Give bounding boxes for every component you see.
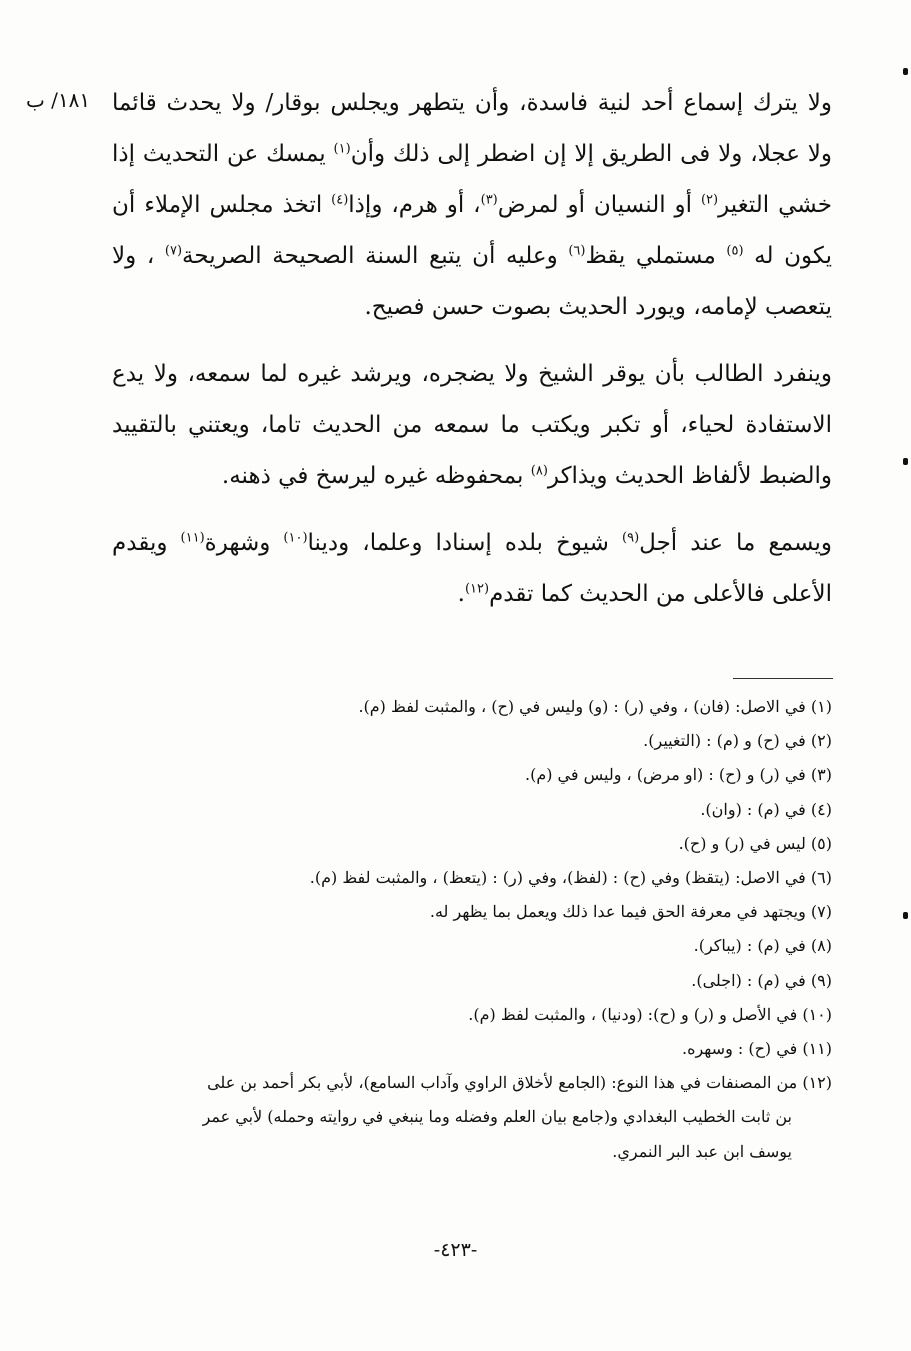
footnote-reference: (١١) [180,530,205,546]
text-run: ، ولا يتعصب لإمامه، ويورد الحديث بصوت حسن فصيح. [112,243,832,320]
footnote-reference: (٩) [622,530,640,546]
text-run: مستملي يقظ [585,243,727,269]
text-run: . [457,581,465,607]
footnote: (١٠) في الأصل و (ر) و (ح): (ودنيا) ، والمثبت لفظ (م). [468,1004,832,1024]
footnote: (٤) في (م) : (وان). [700,799,832,819]
footnote-reference: (٦) [568,243,586,259]
text-run: اتخذ مجلس الإملاء أن يكون له [112,192,832,269]
footnote: (٨) في (م) : (يباكر). [693,936,832,956]
footnote-reference: (٥) [726,243,744,259]
text-run: ويقدم الأعلى فالأعلى من الحديث كما تقدم [112,530,832,607]
footnote-reference: (١) [333,141,351,157]
page-number: -٤٢٣- [433,1239,478,1261]
footnote: يوسف ابن عبد البر النمري. [612,1141,792,1161]
manuscript-folio-marker: ١٨١/ ب [26,88,91,112]
footnote: (٦) في الاصل: (يتقظ) وفي (ح) : (لفظ)، وفي (ر) : (يتعظ) ، والمثبت لفظ (م). [309,868,832,888]
footnote-reference: (٢) [700,192,719,208]
footnote: (١) في الاصل: (فان) ، وفي (ر) : (و) وليس في (ح) ، والمثبت لفظ (م). [358,697,832,716]
text-run: وشهرة [204,530,284,556]
text-run: شيوخ بلده إسنادا وعلما، ودينا [307,530,623,556]
footnote-reference: (٤) [331,192,349,208]
footnote: (٩) في (م) : (اجلى). [691,970,832,990]
text-run: وينفرد الطالب بأن يوقر الشيخ ولا يضجره، ويرشد غيره لما سمعه، ولا يدع الاستفادة لحياء، أو تكبر ويكتب ما سمعه من الحديث تاما، ويعتني بالتقييد والضبط لألفاظ الحديث ويذاكر [112,361,832,489]
main-text [112,78,832,620]
footnotes [112,690,832,1169]
footnote-reference: (٨) [530,463,548,479]
paragraph [112,78,832,333]
footnote: (٣) في (ر) و (ح) : (او مرض) ، وليس في (م). [524,765,832,785]
text-run: أو النسيان أو لمرض [497,192,701,218]
text-run: وعليه أن يتبع السنة الصحيحة الصريحة [182,243,569,269]
margin-mark [903,458,908,465]
footnote: (٢) في (ح) و (م) : (التغيير). [643,731,832,751]
footnote: (١١) في (ح) : وسهره. [681,1039,832,1059]
paragraph [112,349,832,502]
footnote: (٥) ليس في (ر) و (ح). [678,833,832,853]
text-run: ويسمع ما عند أجل [639,530,832,556]
footnote: (١٢) من المصنفات في هذا النوع: (الجامع لأخلاق الراوي وآداب السامع)، لأبي بكر أحمد بن على [207,1073,832,1093]
footnote-reference: (١٠) [283,530,308,546]
footnote-reference: (١٢) [464,581,490,597]
text-run: ولا يترك إسماع أحد لنية فاسدة، وأن يتطهر ويجلس بوقار/ ولا يحدث قائما ولا عجلا، ولا فى الطريق إلا إن اضطر إلى ذلك وأن [112,90,833,167]
footnote: بن ثابت الخطيب البغدادي و(جامع بيان العلم وفضله وما ينبغي في روايته وحمله) لأبي عمر [202,1107,792,1127]
margin-mark [903,68,908,75]
text-run: يمسك عن التحديث إذا خشي التغير [112,141,832,218]
text-run: بمحفوظه غيره ليرسخ في ذهنه. [221,463,531,489]
footnote-reference: (٣) [480,192,498,208]
margin-mark [903,912,908,919]
paragraph [112,518,832,620]
text-run: ، أو هرم، وإذا [348,192,481,218]
footnote: (٧) ويجتهد في معرفة الحق فيما عدا ذلك ويعمل بما يظهر له. [429,902,832,922]
footnote-separator [733,678,833,679]
footnote-reference: (٧) [164,243,183,259]
